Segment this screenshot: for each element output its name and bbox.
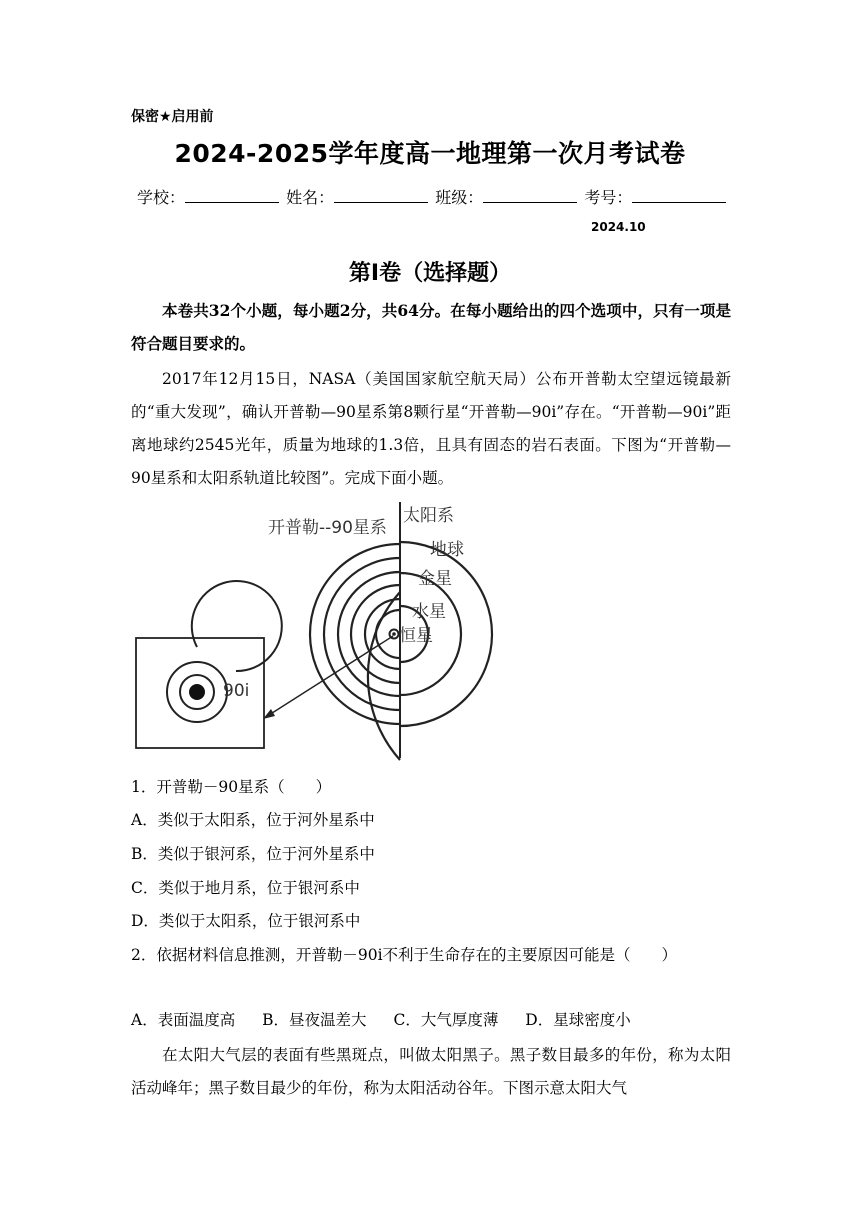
- question-2-stem: 2．依据材料信息推测，开普勒－90i不利于生命存在的主要原因可能是（ ）: [131, 946, 678, 964]
- question-1-stem: 1．开普勒－90星系（ ）: [131, 778, 332, 796]
- school-blank: [185, 188, 279, 203]
- exam-date: 2024.10: [591, 220, 646, 234]
- question-1-option-a: A．类似于太阳系，位于河外星系中: [131, 811, 375, 829]
- school-label: 学校：: [137, 188, 186, 207]
- material-paragraph-2: 在太阳大气层的表面有些黑斑点，叫做太阳黑子。黑子数目最多的年份，称为太阳活动峰年；黑子数目最少的年份，称为太阳活动谷年。下图示意太阳大气: [131, 1046, 731, 1097]
- kepler-orbit-2: [376, 610, 400, 658]
- orbit-comparison-figure: [135, 500, 505, 762]
- class-blank: [483, 188, 577, 203]
- label-90i: 90i: [223, 681, 250, 701]
- exam-number-label: 考号：: [584, 188, 633, 207]
- question-1-option-c: C．类似于地月系，位于银河系中: [131, 879, 360, 897]
- class-label: 班级：: [435, 188, 484, 207]
- question-2-option-c: C．大气厚度薄: [393, 1011, 499, 1029]
- name-label: 姓名：: [286, 188, 335, 207]
- section-title: 第Ⅰ卷（选择题）: [348, 261, 512, 286]
- material-paragraph-1: 2017年12月15日，NASA（美国国家航空航天局）公布开普勒太空望远镜最新的“重大发现”，确认开普勒—90星系第8颗行星“开普勒—90i”存在。“开普勒—90i”距离地球约2545光年，质量为地球的1.3倍，且具有固态的岩石表面。下图为“开普勒—90星系和太阳系轨道比较图”。完成下面小题。: [131, 370, 731, 487]
- exam-number-blank: [632, 188, 726, 203]
- label-mercury: 水星: [412, 602, 446, 622]
- exam-title: 2024-2025学年度高一地理第一次月考试卷: [174, 139, 686, 168]
- name-blank: [334, 188, 428, 203]
- student-info-line: [137, 185, 728, 208]
- question-2-option-b: B．昼夜温差大: [262, 1011, 367, 1029]
- question-1-option-d: D．类似于太阳系，位于银河系中: [131, 912, 361, 930]
- question-2-option-a: A．表面温度高: [131, 1011, 236, 1029]
- label-venus: 金星: [418, 569, 452, 589]
- label-earth: 地球: [430, 540, 464, 560]
- label-star: 恒星: [399, 626, 433, 646]
- section-instructions: 本卷共32个小题，每小题2分，共64分。在每小题给出的四个选项中，只有一项是符合题目要求的。: [131, 301, 731, 353]
- label-solar-system: 太阳系: [403, 506, 454, 526]
- question-1-option-b: B．类似于银河系，位于河外星系中: [131, 845, 375, 863]
- label-kepler-system: 开普勒--90星系: [268, 518, 387, 538]
- question-2-option-d: D．星球密度小: [525, 1011, 631, 1029]
- confidential-label: 保密★启用前: [131, 109, 214, 125]
- question-2-options: [131, 1008, 653, 1030]
